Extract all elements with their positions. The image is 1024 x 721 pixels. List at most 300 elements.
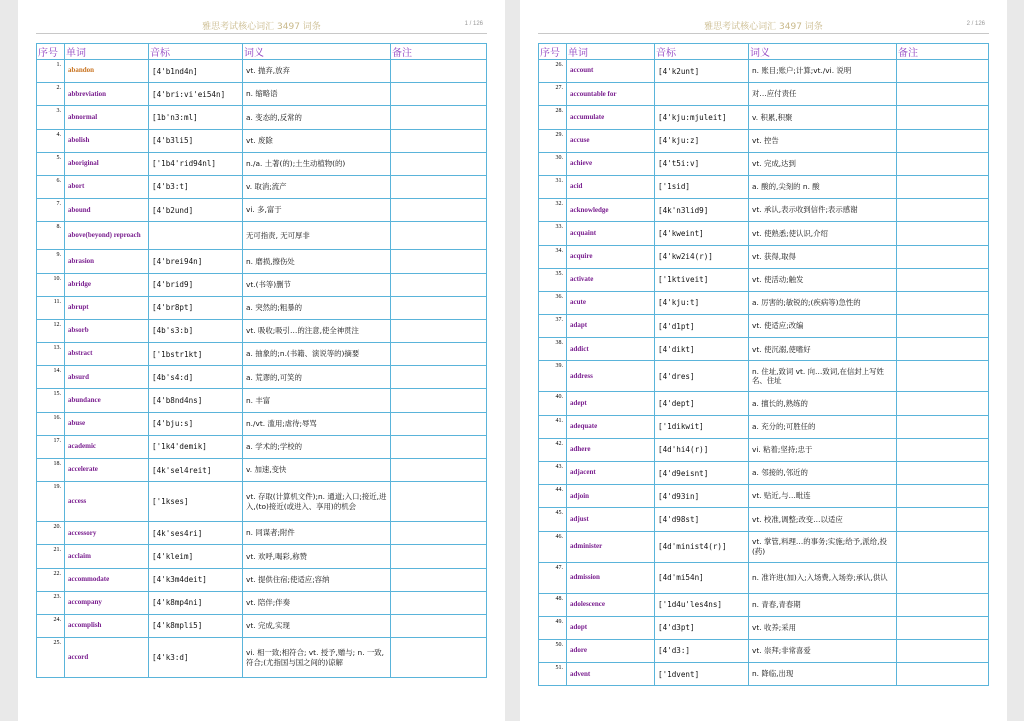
meaning-cell: vt. 抛弃,放弃 xyxy=(243,60,391,83)
table-row xyxy=(539,106,989,129)
note-cell xyxy=(391,273,487,296)
table-row xyxy=(37,250,487,273)
phonetic-cell: [4'br8pt] xyxy=(149,296,243,319)
note-cell xyxy=(897,593,989,616)
note-cell xyxy=(897,60,989,83)
note-cell xyxy=(897,245,989,268)
row-number: 46. xyxy=(539,531,567,562)
phonetic-cell: [4'k2unt] xyxy=(655,60,749,83)
vocabulary-table xyxy=(36,43,487,678)
table-row xyxy=(539,616,989,639)
phonetic-cell: ['1dikwit] xyxy=(655,415,749,438)
table-row xyxy=(539,268,989,291)
note-cell xyxy=(897,508,989,531)
row-number: 22. xyxy=(37,568,65,591)
meaning-cell: vt. 使熟悉;使认识,介绍 xyxy=(749,222,897,245)
word-cell: adjust xyxy=(567,508,655,531)
meaning-cell: vi. 相一致;相符合; vt. 授予,赠与; n. 一致,符合;(尤指国与国之间的)谅解 xyxy=(243,638,391,678)
row-number: 49. xyxy=(539,616,567,639)
page-header xyxy=(36,18,487,34)
table-row xyxy=(37,175,487,198)
note-cell xyxy=(897,175,989,198)
table-row xyxy=(539,361,989,392)
note-cell xyxy=(897,438,989,461)
row-number: 42. xyxy=(539,438,567,461)
note-cell xyxy=(897,152,989,175)
meaning-cell: 无可指责, 无可厚非 xyxy=(243,222,391,250)
column-header-phonetic: 音标 xyxy=(655,44,749,60)
note-cell xyxy=(897,199,989,222)
meaning-cell: vt. 校准,调整;改变…以适应 xyxy=(749,508,897,531)
phonetic-cell: [4'kw2i4(r)] xyxy=(655,245,749,268)
meaning-cell: vt. 废除 xyxy=(243,129,391,152)
note-cell xyxy=(391,638,487,678)
meaning-cell: vt. 提供住宿;使适应;容纳 xyxy=(243,568,391,591)
word-cell: abrasion xyxy=(65,250,149,273)
phonetic-cell: [4'kweint] xyxy=(655,222,749,245)
phonetic-cell: [4b's3:b] xyxy=(149,319,243,342)
left-page xyxy=(18,0,505,721)
word-cell: accompany xyxy=(65,591,149,614)
table-row xyxy=(37,273,487,296)
column-header-meaning: 词义 xyxy=(749,44,897,60)
row-number: 36. xyxy=(539,291,567,314)
word-cell: absurd xyxy=(65,366,149,389)
note-cell xyxy=(391,366,487,389)
word-cell: accumulate xyxy=(567,106,655,129)
row-number: 31. xyxy=(539,175,567,198)
table-row xyxy=(37,343,487,366)
word-cell: adolescence xyxy=(567,593,655,616)
table-row xyxy=(539,199,989,222)
word-cell: academic xyxy=(65,435,149,458)
phonetic-cell: [4'kju:z] xyxy=(655,129,749,152)
note-cell xyxy=(391,435,487,458)
table-body xyxy=(539,60,989,686)
phonetic-cell: [4'b8nd4ns] xyxy=(149,389,243,412)
note-cell xyxy=(897,83,989,106)
meaning-cell: vt. 收养;采用 xyxy=(749,616,897,639)
phonetic-cell: [4d'mi54n] xyxy=(655,562,749,593)
note-cell xyxy=(391,343,487,366)
row-number: 40. xyxy=(539,392,567,415)
note-cell xyxy=(391,83,487,106)
meaning-cell: n. 磨损,擦伤处 xyxy=(243,250,391,273)
phonetic-cell: ['1d4u'les4ns] xyxy=(655,593,749,616)
column-header-no: 序号 xyxy=(37,44,65,60)
note-cell xyxy=(391,482,487,522)
document-title: 雅思考试核心词汇 3497 词条 xyxy=(202,22,321,32)
phonetic-cell: [4'bri:vi'ei54n] xyxy=(149,83,243,106)
table-row xyxy=(37,366,487,389)
meaning-cell: v. 取消;流产 xyxy=(243,175,391,198)
table-row xyxy=(37,389,487,412)
table-row xyxy=(37,614,487,637)
meaning-cell: vt. 崇拜;非常喜爱 xyxy=(749,639,897,662)
row-number: 44. xyxy=(539,485,567,508)
page-number: 2 / 126 xyxy=(966,21,985,27)
meaning-cell: vt. 使沉溺,使嗜好 xyxy=(749,338,897,361)
meaning-cell: n. 青春,青春期 xyxy=(749,593,897,616)
note-cell xyxy=(897,616,989,639)
row-number: 48. xyxy=(539,593,567,616)
row-number: 17. xyxy=(37,435,65,458)
meaning-cell: n. 丰富 xyxy=(243,389,391,412)
meaning-cell: vt. 完成,实现 xyxy=(243,614,391,637)
note-cell xyxy=(897,562,989,593)
note-cell xyxy=(391,591,487,614)
meaning-cell: a. 突然的;粗暴的 xyxy=(243,296,391,319)
page-number: 1 / 126 xyxy=(464,21,483,27)
phonetic-cell: [4'brid9] xyxy=(149,273,243,296)
row-number: 2. xyxy=(37,83,65,106)
meaning-cell: a. 抽象的;n.(书籍、演说等的)摘要 xyxy=(243,343,391,366)
note-cell xyxy=(391,522,487,545)
page-header xyxy=(538,18,989,34)
meaning-cell: v. 加速,变快 xyxy=(243,459,391,482)
row-number: 20. xyxy=(37,522,65,545)
phonetic-cell: [4'kju:t] xyxy=(655,291,749,314)
table-row xyxy=(37,412,487,435)
phonetic-cell: [4'd3pt] xyxy=(655,616,749,639)
row-number: 34. xyxy=(539,245,567,268)
table-row xyxy=(539,175,989,198)
meaning-cell: a. 邻接的,邻近的 xyxy=(749,462,897,485)
word-cell: abstract xyxy=(65,343,149,366)
phonetic-cell: [4'd1pt] xyxy=(655,315,749,338)
phonetic-cell: [4d'hi4(r)] xyxy=(655,438,749,461)
note-cell xyxy=(391,250,487,273)
phonetic-cell: [4k'ses4ri] xyxy=(149,522,243,545)
word-cell: abbreviation xyxy=(65,83,149,106)
meaning-cell: vt. 陪伴;伴奏 xyxy=(243,591,391,614)
meaning-cell: n. 降临,出现 xyxy=(749,663,897,686)
word-cell: abolish xyxy=(65,129,149,152)
table-row xyxy=(539,462,989,485)
phonetic-cell: ['1b4'rid94nl] xyxy=(149,152,243,175)
note-cell xyxy=(391,60,487,83)
vocabulary-table xyxy=(538,43,989,686)
note-cell xyxy=(391,412,487,435)
table-row xyxy=(37,638,487,678)
phonetic-cell xyxy=(149,222,243,250)
row-number: 51. xyxy=(539,663,567,686)
table-body xyxy=(37,60,487,678)
row-number: 24. xyxy=(37,614,65,637)
column-header-note: 备注 xyxy=(897,44,989,60)
row-number: 15. xyxy=(37,389,65,412)
note-cell xyxy=(391,545,487,568)
row-number: 33. xyxy=(539,222,567,245)
word-cell: addict xyxy=(567,338,655,361)
meaning-cell: vt. 控告 xyxy=(749,129,897,152)
phonetic-cell: [4'b3li5] xyxy=(149,129,243,152)
phonetic-cell: ['1k4'demik] xyxy=(149,435,243,458)
meaning-cell: n. 缩略语 xyxy=(243,83,391,106)
meaning-cell: vt. 欢呼,喝彩,称赞 xyxy=(243,545,391,568)
phonetic-cell: [4'kleim] xyxy=(149,545,243,568)
row-number: 18. xyxy=(37,459,65,482)
table-row xyxy=(539,291,989,314)
table-row xyxy=(37,106,487,129)
row-number: 3. xyxy=(37,106,65,129)
meaning-cell: a. 酸的,尖刻的 n. 酸 xyxy=(749,175,897,198)
table-row xyxy=(539,415,989,438)
word-cell: abundance xyxy=(65,389,149,412)
phonetic-cell: [4'brei94n] xyxy=(149,250,243,273)
row-number: 21. xyxy=(37,545,65,568)
row-number: 10. xyxy=(37,273,65,296)
phonetic-cell: [4'd98st] xyxy=(655,508,749,531)
table-row xyxy=(37,83,487,106)
row-number: 50. xyxy=(539,639,567,662)
word-cell: access xyxy=(65,482,149,522)
phonetic-cell: [4'k8mpli5] xyxy=(149,614,243,637)
phonetic-cell: [4'b2und] xyxy=(149,199,243,222)
note-cell xyxy=(897,268,989,291)
word-cell: address xyxy=(567,361,655,392)
word-cell: adopt xyxy=(567,616,655,639)
table-row xyxy=(539,60,989,83)
document-title: 雅思考试核心词汇 3497 词条 xyxy=(704,22,823,32)
meaning-cell: vt. 获得,取得 xyxy=(749,245,897,268)
row-number: 39. xyxy=(539,361,567,392)
phonetic-cell: ['1sid] xyxy=(655,175,749,198)
word-cell: accuse xyxy=(567,129,655,152)
word-cell: acclaim xyxy=(65,545,149,568)
table-row xyxy=(539,245,989,268)
row-number: 7. xyxy=(37,199,65,222)
meaning-cell: n. 账目;账户;计算;vt./vi. 说明 xyxy=(749,60,897,83)
table-row xyxy=(37,152,487,175)
phonetic-cell: [4'k8mp4ni] xyxy=(149,591,243,614)
meaning-cell: vt. 承认,表示收到信件;表示感谢 xyxy=(749,199,897,222)
word-cell: achieve xyxy=(567,152,655,175)
note-cell xyxy=(391,222,487,250)
word-cell: abound xyxy=(65,199,149,222)
word-cell: account xyxy=(567,60,655,83)
phonetic-cell: [4'd9eisnt] xyxy=(655,462,749,485)
row-number: 35. xyxy=(539,268,567,291)
meaning-cell: a. 充分的;可胜任的 xyxy=(749,415,897,438)
phonetic-cell: ['1dvent] xyxy=(655,663,749,686)
word-cell: above(beyond) reproach xyxy=(65,222,149,250)
phonetic-cell: [4'd93in] xyxy=(655,485,749,508)
row-number: 23. xyxy=(37,591,65,614)
table-row xyxy=(37,319,487,342)
table-row xyxy=(539,562,989,593)
word-cell: adequate xyxy=(567,415,655,438)
word-cell: admission xyxy=(567,562,655,593)
word-cell: adhere xyxy=(567,438,655,461)
table-row xyxy=(37,296,487,319)
word-cell: abuse xyxy=(65,412,149,435)
phonetic-cell: [4'kju:mjuleit] xyxy=(655,106,749,129)
note-cell xyxy=(391,175,487,198)
word-cell: adore xyxy=(567,639,655,662)
word-cell: abrupt xyxy=(65,296,149,319)
row-number: 29. xyxy=(539,129,567,152)
row-number: 45. xyxy=(539,508,567,531)
column-header-word: 单词 xyxy=(567,44,655,60)
word-cell: adapt xyxy=(567,315,655,338)
meaning-cell: 对…应付责任 xyxy=(749,83,897,106)
column-header-note: 备注 xyxy=(391,44,487,60)
table-row xyxy=(37,568,487,591)
table-row xyxy=(539,392,989,415)
word-cell: advent xyxy=(567,663,655,686)
row-number: 13. xyxy=(37,343,65,366)
table-row xyxy=(37,435,487,458)
note-cell xyxy=(897,106,989,129)
row-number: 16. xyxy=(37,412,65,435)
meaning-cell: n. 同谋者;附件 xyxy=(243,522,391,545)
table-row xyxy=(539,315,989,338)
phonetic-cell: [4'b1nd4n] xyxy=(149,60,243,83)
row-number: 4. xyxy=(37,129,65,152)
meaning-cell: vt. 使适应;改编 xyxy=(749,315,897,338)
word-cell: abandon xyxy=(65,60,149,83)
word-cell: accord xyxy=(65,638,149,678)
right-page xyxy=(520,0,1007,721)
table-row xyxy=(539,83,989,106)
phonetic-cell xyxy=(655,83,749,106)
phonetic-cell: [4d'minist4(r)] xyxy=(655,531,749,562)
row-number: 37. xyxy=(539,315,567,338)
row-number: 5. xyxy=(37,152,65,175)
row-number: 9. xyxy=(37,250,65,273)
table-row xyxy=(539,593,989,616)
meaning-cell: vt. 掌管,料理…的事务;实施;给予,派给,投(药) xyxy=(749,531,897,562)
phonetic-cell: [4b's4:d] xyxy=(149,366,243,389)
note-cell xyxy=(391,319,487,342)
note-cell xyxy=(897,415,989,438)
table-row xyxy=(37,60,487,83)
row-number: 41. xyxy=(539,415,567,438)
table-row xyxy=(37,129,487,152)
note-cell xyxy=(391,389,487,412)
meaning-cell: vi. 粘着;坚持;忠于 xyxy=(749,438,897,461)
row-number: 32. xyxy=(539,199,567,222)
meaning-cell: vt. 贴近,与…毗连 xyxy=(749,485,897,508)
word-cell: acquire xyxy=(567,245,655,268)
meaning-cell: vt. 完成,达到 xyxy=(749,152,897,175)
word-cell: adjacent xyxy=(567,462,655,485)
meaning-cell: vt.(书等)删节 xyxy=(243,273,391,296)
table-row xyxy=(37,522,487,545)
word-cell: acquaint xyxy=(567,222,655,245)
meaning-cell: a. 厉害的;敏锐的;(疾病等)急性的 xyxy=(749,291,897,314)
word-cell: accelerate xyxy=(65,459,149,482)
note-cell xyxy=(897,462,989,485)
column-header-meaning: 词义 xyxy=(243,44,391,60)
word-cell: acid xyxy=(567,175,655,198)
word-cell: accommodate xyxy=(65,568,149,591)
word-cell: adept xyxy=(567,392,655,415)
table-row xyxy=(37,459,487,482)
word-cell: accomplish xyxy=(65,614,149,637)
word-cell: administer xyxy=(567,531,655,562)
meaning-cell: n. 住址,致词 vt. 向…致词,在信封上写姓名、住址 xyxy=(749,361,897,392)
table-row xyxy=(539,508,989,531)
note-cell xyxy=(897,129,989,152)
note-cell xyxy=(897,639,989,662)
row-number: 11. xyxy=(37,296,65,319)
phonetic-cell: [4'd3:] xyxy=(655,639,749,662)
note-cell xyxy=(897,531,989,562)
table-row xyxy=(539,485,989,508)
meaning-cell: vi. 多,富于 xyxy=(243,199,391,222)
note-cell xyxy=(897,291,989,314)
table-row xyxy=(37,482,487,522)
table-row xyxy=(539,129,989,152)
phonetic-cell: [4k'n3lid9] xyxy=(655,199,749,222)
row-number: 25. xyxy=(37,638,65,678)
row-number: 19. xyxy=(37,482,65,522)
table-row xyxy=(539,639,989,662)
table-row xyxy=(37,591,487,614)
row-number: 12. xyxy=(37,319,65,342)
word-cell: aboriginal xyxy=(65,152,149,175)
table-row xyxy=(539,338,989,361)
meaning-cell: a. 学术的;学校的 xyxy=(243,435,391,458)
meaning-cell: a. 擅长的,熟练的 xyxy=(749,392,897,415)
table-row xyxy=(539,438,989,461)
word-cell: abridge xyxy=(65,273,149,296)
note-cell xyxy=(391,568,487,591)
meaning-cell: n./vt. 滥用;虐待;辱骂 xyxy=(243,412,391,435)
row-number: 38. xyxy=(539,338,567,361)
word-cell: accountable for xyxy=(567,83,655,106)
row-number: 27. xyxy=(539,83,567,106)
phonetic-cell: [4'k3:d] xyxy=(149,638,243,678)
word-cell: activate xyxy=(567,268,655,291)
meaning-cell: vt. 存取(计算机文件);n. 通道;入口;接近,进入,(to)接近(或进入、享用)的机会 xyxy=(243,482,391,522)
phonetic-cell: [4'b3:t] xyxy=(149,175,243,198)
phonetic-cell: ['1ktiveit] xyxy=(655,268,749,291)
row-number: 43. xyxy=(539,462,567,485)
word-cell: abort xyxy=(65,175,149,198)
row-number: 14. xyxy=(37,366,65,389)
row-number: 8. xyxy=(37,222,65,250)
word-cell: abnormal xyxy=(65,106,149,129)
phonetic-cell: [4'k3m4deit] xyxy=(149,568,243,591)
word-cell: accessory xyxy=(65,522,149,545)
note-cell xyxy=(391,129,487,152)
word-cell: adjoin xyxy=(567,485,655,508)
note-cell xyxy=(897,485,989,508)
phonetic-cell: [4'bju:s] xyxy=(149,412,243,435)
phonetic-cell: [4k'sel4reit] xyxy=(149,459,243,482)
meaning-cell: n./a. 土著(的);土生动植物(的) xyxy=(243,152,391,175)
row-number: 1. xyxy=(37,60,65,83)
word-cell: acknowledge xyxy=(567,199,655,222)
phonetic-cell: ['1kses] xyxy=(149,482,243,522)
note-cell xyxy=(897,663,989,686)
table-row xyxy=(37,222,487,250)
table-row xyxy=(539,663,989,686)
row-number: 6. xyxy=(37,175,65,198)
meaning-cell: a. 变态的,反常的 xyxy=(243,106,391,129)
table-row xyxy=(37,199,487,222)
note-cell xyxy=(897,361,989,392)
row-number: 47. xyxy=(539,562,567,593)
table-row xyxy=(539,222,989,245)
meaning-cell: n. 准许进(加)入;入场费,入场券;承认,供认 xyxy=(749,562,897,593)
row-number: 28. xyxy=(539,106,567,129)
phonetic-cell: [4't5i:v] xyxy=(655,152,749,175)
note-cell xyxy=(391,152,487,175)
